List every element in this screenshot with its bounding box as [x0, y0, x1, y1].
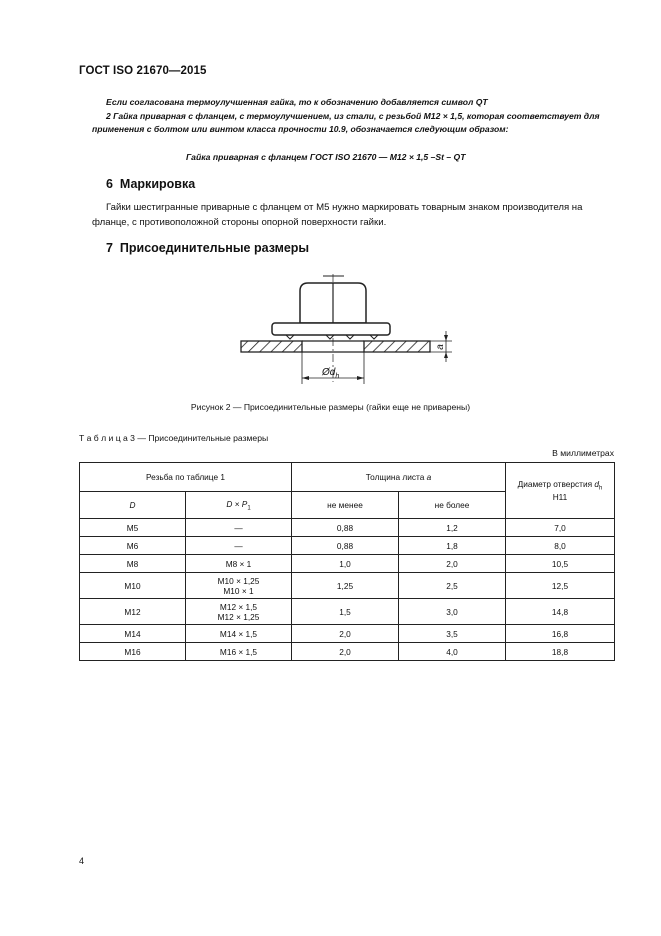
cell-dh: 7,0 [506, 519, 615, 537]
thickness-label: a [435, 344, 446, 350]
header-diameter-tol: H11 [552, 491, 568, 502]
cell-dh: 10,5 [506, 555, 615, 573]
cell-D: M12 [80, 599, 186, 625]
section-6-number: 6 [106, 177, 113, 191]
table-units: В миллиметрах [552, 448, 614, 458]
header-max: не более [399, 492, 506, 519]
table-row [80, 519, 615, 537]
header-D: D [80, 492, 186, 519]
nut-flange [272, 323, 390, 335]
header-diameter-var: d [594, 479, 600, 490]
cell-DP [186, 573, 292, 599]
cell-DP-line: M10 × 1,25 [217, 575, 260, 586]
connection-dimensions-figure [0, 268, 661, 398]
cell-D: M8 [80, 555, 186, 573]
cell-DP-line: M12 × 1,25 [217, 611, 260, 622]
cell-max: 2,0 [399, 555, 506, 573]
header-thickness [292, 463, 506, 492]
cell-max: 3,0 [399, 599, 506, 625]
header-min: не менее [292, 492, 399, 519]
table-row [80, 599, 615, 625]
cell-DP: M14 × 1,5 [186, 625, 292, 643]
table-caption: Т а б л и ц а 3 — Присоединительные размеры [79, 433, 269, 443]
table-row [80, 573, 615, 599]
note-2: 2 Гайка приварная с фланцем, с термоулучшением, из стали, с резьбой M12 × 1,5, которая соответствует для применения с болтом или винтом класса прочности 10.9, обозначается следующим образом: [92, 111, 600, 134]
sheet-left-section [241, 341, 302, 352]
note-1: Если согласована термоулучшенная гайка, то к обозначению добавляется символ QT [106, 97, 488, 107]
figure-caption: Рисунок 2 — Присоединительные размеры (гайки еще не приварены) [190, 402, 471, 412]
section-7-title: Присоединительные размеры [119, 241, 310, 255]
cell-max: 1,2 [399, 519, 506, 537]
cell-DP-line: M10 × 1 [223, 585, 254, 596]
table-row [80, 643, 615, 661]
section-6-heading [106, 177, 195, 191]
cell-D: M10 [80, 573, 186, 599]
section-7-number: 7 [106, 241, 113, 255]
document-header: ГОСТ ISO 21670—2015 [79, 65, 207, 77]
header-DP [186, 492, 292, 519]
cell-D: M14 [80, 625, 186, 643]
cell-DP: — [186, 519, 292, 537]
cell-DP: M16 × 1,5 [186, 643, 292, 661]
header-DP-text: D × P [226, 498, 248, 509]
cell-min: 0,88 [292, 519, 399, 537]
connection-dimensions-table [79, 462, 615, 661]
cell-min: 1,0 [292, 555, 399, 573]
cell-D: M6 [80, 537, 186, 555]
cell-DP: M8 × 1 [186, 555, 292, 573]
cell-dh: 8,0 [506, 537, 615, 555]
header-diameter-text: Диаметр отверстия [517, 479, 595, 490]
cell-min: 2,0 [292, 625, 399, 643]
section-6-title: Маркировка [119, 177, 196, 191]
header-diameter-sub: h [599, 485, 603, 492]
section-6-text: Гайки шестигранные приварные с фланцем от М5 нужно маркировать товарным знаком производителя на фланце, с противоположной стороны опорной поверхности гайки. [92, 202, 583, 228]
cell-D: M5 [80, 519, 186, 537]
header-thickness-var: a [426, 472, 432, 482]
table-row [80, 625, 615, 643]
sheet-right-section [364, 341, 430, 352]
table-row [80, 555, 615, 573]
cell-DP [186, 599, 292, 625]
designation-example: Гайка приварная с фланцем ГОСТ ISO 21670 — M12 × 1,5 –St – QT [186, 152, 466, 162]
header-diameter [506, 463, 615, 519]
cell-min: 1,5 [292, 599, 399, 625]
cell-DP: — [186, 537, 292, 555]
diameter-label-sub: h [335, 373, 340, 380]
cell-max: 4,0 [399, 643, 506, 661]
header-thickness-text: Толщина листа [365, 472, 427, 482]
header-thread: Резьба по таблице 1 [80, 463, 292, 492]
cell-dh: 18,8 [506, 643, 615, 661]
cell-min: 1,25 [292, 573, 399, 599]
cell-dh: 14,8 [506, 599, 615, 625]
section-7-heading [106, 241, 309, 255]
cell-max: 1,8 [399, 537, 506, 555]
cell-max: 3,5 [399, 625, 506, 643]
cell-dh: 16,8 [506, 625, 615, 643]
cell-DP-line: M12 × 1,5 [219, 601, 258, 612]
table-row [80, 537, 615, 555]
cell-max: 2,5 [399, 573, 506, 599]
cell-D: M16 [80, 643, 186, 661]
header-DP-sub: 1 [247, 505, 251, 512]
cell-dh: 12,5 [506, 573, 615, 599]
page-number: 4 [79, 856, 85, 866]
diameter-label-main: Ød [322, 367, 336, 378]
cell-min: 2,0 [292, 643, 399, 661]
cell-min: 0,88 [292, 537, 399, 555]
